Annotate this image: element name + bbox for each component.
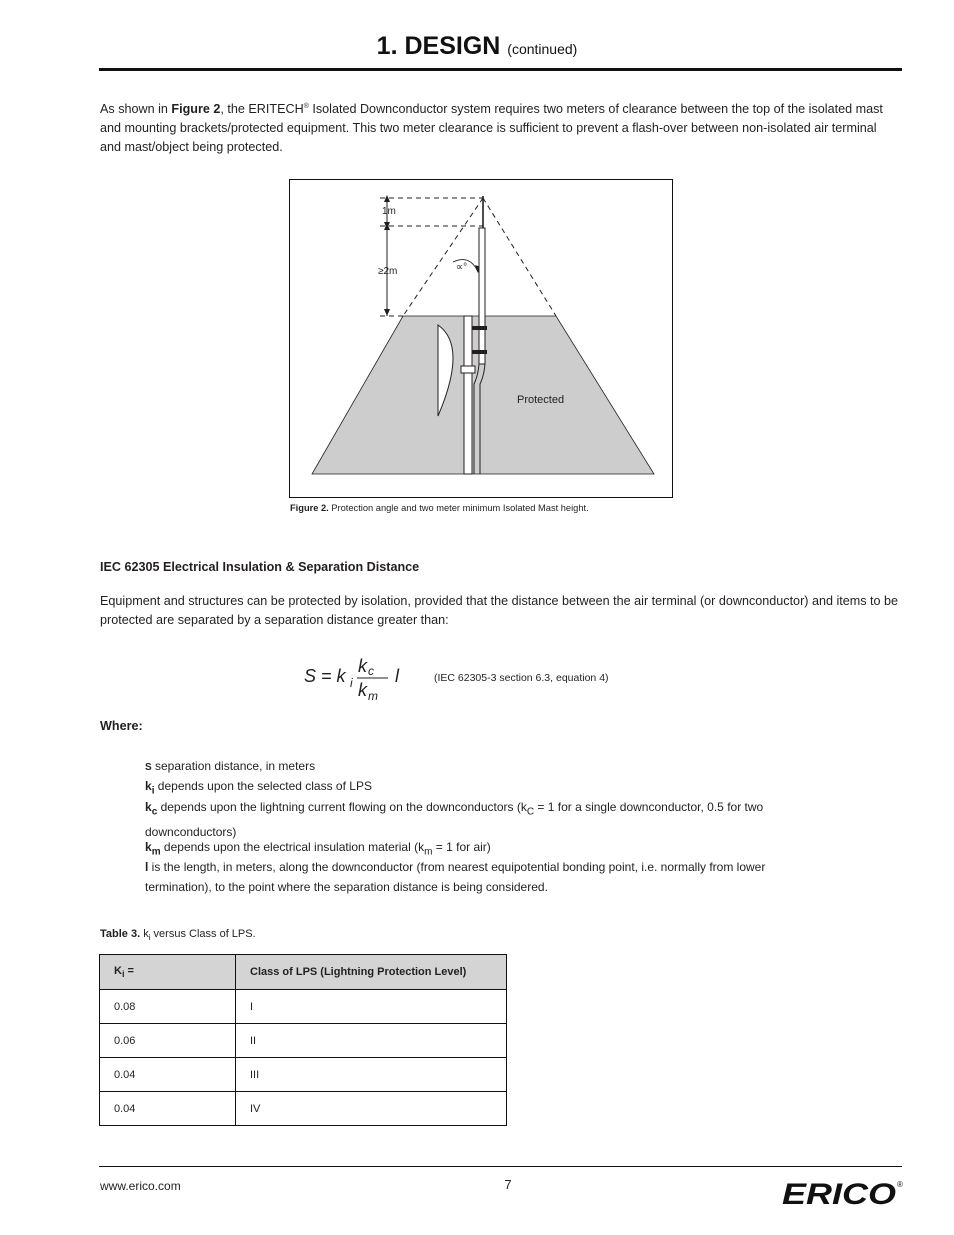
symbol-k: k: [145, 800, 152, 814]
header-ki: [100, 955, 236, 990]
figure-2-diagram: [290, 180, 671, 496]
definition-kc-text: depends upon the lightning current flowing on the downconductors (k: [157, 800, 527, 814]
label-1m: 1m: [382, 206, 396, 217]
header-class: Class of LPS (Lightning Protection Level): [236, 955, 507, 990]
table-row: [100, 1092, 507, 1126]
formula-graphic: [304, 654, 414, 704]
header-rule: [99, 68, 902, 71]
symbol-k: k: [145, 840, 152, 854]
table-3-caption: [100, 928, 256, 942]
cell-ki: 0.04: [100, 1058, 236, 1092]
intro-prefix: As shown in: [100, 102, 172, 117]
page-title-text: 1. DESIGN: [376, 32, 501, 60]
definition-l-text: is the length, in meters, along the downconductor (from nearest equipotential bonding point, i.e. normally from lower termination), to the point where the separation distance is being considered.: [145, 860, 766, 894]
definition-kc-sub: C: [526, 806, 535, 818]
logo-reg: ®: [897, 1180, 903, 1189]
symbol-s: S: [145, 762, 152, 773]
formula-numerator-sub: c: [368, 664, 374, 678]
formula-numerator: k: [358, 656, 367, 676]
page-title-continued: (continued): [507, 41, 578, 57]
footer-rule: [99, 1166, 902, 1167]
table-header-row: [100, 955, 507, 990]
cell-class: II: [236, 1024, 507, 1058]
definition-kc: [145, 797, 815, 842]
definition-kc-text-end: = 1 for a single downconductor, 0.5 for two downconductors): [145, 800, 764, 840]
protection-cone-left: [403, 198, 483, 316]
label-2m: ≥2m: [378, 266, 398, 277]
table-caption-sub: i: [148, 933, 151, 943]
intro-brand: , the ERITECH: [220, 102, 304, 117]
intro-rest: Isolated Downconductor system requires two meters of clearance between the top of the isolated mast and mounting brackets/protected equipment. This two meter clearance is sufficient to prevent a flash-over between non-isolated air terminal and mast/object being protected.: [100, 102, 883, 155]
footer-url[interactable]: www.erico.com: [100, 1179, 181, 1193]
ki-table: [99, 954, 507, 1126]
body-paragraph: Equipment and structures can be protected by isolation, provided that the distance between the air terminal (or downconductor) and items to be protected are separated by a separation distance greater than:: [100, 594, 899, 627]
figure-2-caption: [290, 503, 589, 513]
symbol-sub-m: m: [151, 846, 161, 858]
definition-km-text: depends upon the electrical insulation material (k: [160, 840, 425, 854]
mounting-bracket: [472, 350, 487, 354]
page-number: 7: [504, 1177, 512, 1192]
formula-denominator: k: [358, 680, 367, 700]
definition-km-sub: m: [424, 846, 433, 858]
definition-ki-text: depends upon the selected class of LPS: [154, 779, 372, 793]
table-row: [100, 1058, 507, 1092]
cell-class: III: [236, 1058, 507, 1092]
section-heading: IEC 62305 Electrical Insulation & Separation Distance: [100, 560, 420, 574]
definition-km-text-end: = 1 for air): [432, 840, 491, 854]
separation-formula: [304, 654, 414, 709]
figure-caption-text: Protection angle and two meter minimum Isolated Mast height.: [328, 503, 589, 513]
where-label: Where:: [100, 719, 143, 733]
label-angle: ∝°: [456, 262, 468, 273]
figure-caption-label: Figure 2.: [290, 503, 329, 513]
formula-reference: (IEC 62305-3 section 6.3, equation 4): [434, 672, 609, 684]
symbol-sub-i: i: [151, 785, 155, 797]
formula-lhs: S = k: [304, 666, 346, 686]
logo-text: ERICO: [782, 1178, 896, 1208]
formula-sub-i: i: [350, 676, 353, 690]
isolated-mast: [464, 316, 472, 474]
definition-l: [145, 857, 815, 897]
definition-s: [145, 756, 815, 778]
cell-ki: 0.08: [100, 990, 236, 1024]
cell-class: I: [236, 990, 507, 1024]
figure-2-reference: Figure 2: [171, 102, 221, 117]
symbol-l: l: [145, 860, 149, 874]
protection-cone-right: [483, 198, 556, 316]
header-ki-sub: i: [121, 969, 125, 980]
intro-paragraph: [100, 97, 900, 157]
mounting-bracket: [472, 326, 487, 330]
table-caption-post: versus Class of LPS.: [150, 928, 256, 940]
downconductor: [479, 228, 485, 364]
table-caption-label: Table 3.: [100, 928, 141, 940]
arrow-down-icon: [384, 309, 390, 316]
label-protected: Protected: [517, 394, 565, 406]
definition-s-text: separation distance, in meters: [151, 759, 316, 773]
formula-denominator-sub: m: [368, 689, 378, 703]
cell-ki: 0.04: [100, 1092, 236, 1126]
table-row: [100, 990, 507, 1024]
figure-2: [289, 179, 673, 498]
page-title: [0, 32, 954, 61]
cell-ki: 0.06: [100, 1024, 236, 1058]
table-caption-pre: k: [140, 928, 149, 940]
header-ki-eq: =: [124, 964, 134, 977]
dish-mount: [461, 366, 475, 373]
header-ki-k: K: [114, 964, 122, 977]
symbol-k: k: [145, 779, 152, 793]
cell-class: IV: [236, 1092, 507, 1126]
registered-mark: ®: [303, 103, 309, 110]
symbol-sub-c: c: [151, 806, 158, 818]
formula-rhs: l: [395, 666, 399, 686]
erico-logo: [780, 1178, 904, 1208]
table-row: [100, 1024, 507, 1058]
